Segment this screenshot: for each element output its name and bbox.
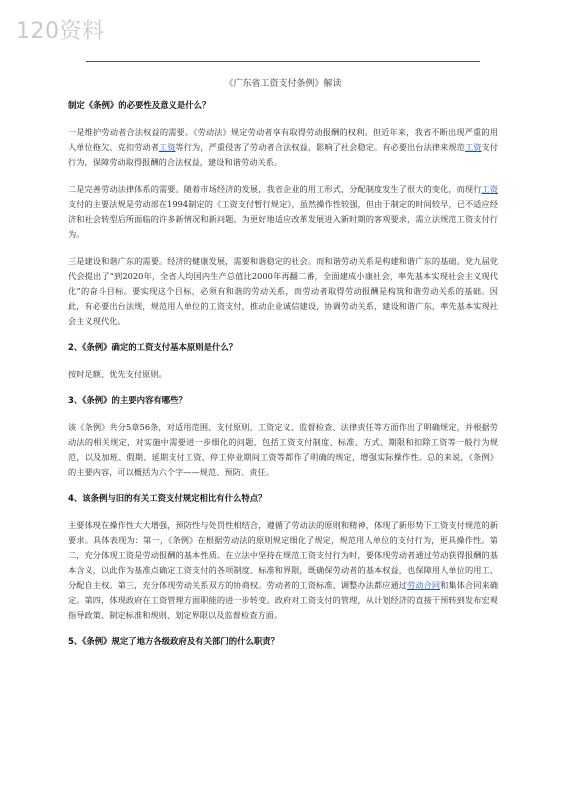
inline-link[interactable]: 工资 [464,142,482,152]
section-paragraph [68,420,498,480]
section-question: 3、《条例》的主要内容有哪些？ [68,395,187,405]
section-paragraph [68,182,498,242]
paragraph-text: 主要体现在操作性大大增强，预防性与处罚性相结合，遵循了劳动法的原则和精神，体现了新形势下工资支付规范的新要求。具体表现为：第一，《条例》在根据劳动法的原则规定细化了规定，规范用人单位的支付行为，更具操作性。第二，充分体现工资是劳动报酬的基本性质。在立法中坚持在规范工资支付行为时，要体现劳动者通过劳动获得报酬的基本含义，以此作为基准点确定工资支付的各项制度、标准和界限，既确保劳动者的基本权益，也保障用人单位的用工、分配自主权。第三，充分体现劳动关系双方的协商权。劳动者的工资标准、调整办法都应通过 [68,520,498,590]
section-question: 2、《条例》确定的工资支付基本原则是什么？ [68,342,238,352]
sections-container [68,99,498,647]
section-question: 4、该条例与旧的有关工资支付规定相比有什么特点？ [68,493,267,503]
document-body [68,76,498,661]
paragraph-text: 支付的主要法规是劳动部在1994制定的《工资支付暂行规定》，虽然操作性较强，但由于制定的时间较早，已不适应经济和社会转型后所面临的许多新情况和新问题。为更好地适应改革发展进入新时期的客观要求，需立法规范工资支付行为。 [68,199,498,239]
section-paragraph [68,518,498,623]
inline-link[interactable]: 工资 [158,142,176,152]
paragraph-text: 一是维护劳动者合法权益的需要。《劳动法》规定劳动者享有取得劳动报酬的权利。但近年来，我省不断出现严重的用人单位拖欠、克扣劳动者 [68,127,498,152]
section-question: 5、《条例》规定了地方各级政府及有关部门的什么职责？ [68,636,280,646]
paragraph-text: 按时足额、优先支付原则。 [68,369,167,379]
section-paragraph [68,367,498,382]
header-rule [86,61,480,62]
watermark-logo: 120资料 [16,19,105,44]
inline-link[interactable]: 劳动合同 [407,580,441,590]
section-paragraph [68,125,498,170]
paragraph-text: 二是完善劳动法律体系的需要。随着市场经济的发展，我省企业的用工形式、分配制度发生了很大的变化，而现行 [68,184,482,194]
paragraph-text: 该《条例》共分5章56条，对适用范围、支付原则、工资定义、监督检查、法律责任等方面作出了明确规定，并根据劳动法的相关规定，对实施中需要进一步细化的问题，包括工资支付制度、标准、方式、期限和扣除工资等一般行为规范，以及加班、假期、延期支付工资、停工停业期间工资等都作了明确的规定，增强实际操作性。总的来说，《条例》的主要内容，可以概括为六个字——规范、预防、责任。 [68,422,498,477]
document-title: 《广东省工资支付条例》解读 [224,79,342,89]
section-paragraph [68,254,498,329]
paragraph-text: 和集体合同来确定。第四，体现政府在工资管理方面职能的进一步转变。政府对工资支付的管理，从计划经济的直接干预转到发布宏观指导政策、制定标准和规则、划定界限以及监督检查方面。 [68,580,498,620]
paragraph-text: 支付行为，保障劳动取得报酬的合法权益，建设和谐劳动关系。 [68,142,498,167]
inline-link[interactable]: 工资 [481,184,498,194]
section-question: 制定《条例》的必要性及意义是什么？ [68,100,211,110]
paragraph-text: 三是建设和谐广东的需要。经济的健康发展，需要和谐稳定的社会。而和谐劳动关系是构建和谐广东的基础。党九届党代会提出了“到2020年，全省人均国内生产总值比2000年再翻二番，全面建成小康社会，率先基本实现社会主义现代化”的奋斗目标。要实现这个目标，必须有和谐的劳动关系，而劳动者取得劳动报酬是构筑和谐劳动关系的基础。因此，有必要出台法规，规范用人单位的工资支付，推动企业诚信建设，协调劳动关系，建设和谐广东，率先基本实现社会主义现代化。 [68,256,498,326]
paragraph-text: 等行为，严重侵害了劳动者合法权益，影响了社会稳定。有必要出台法律来规范 [175,142,465,152]
